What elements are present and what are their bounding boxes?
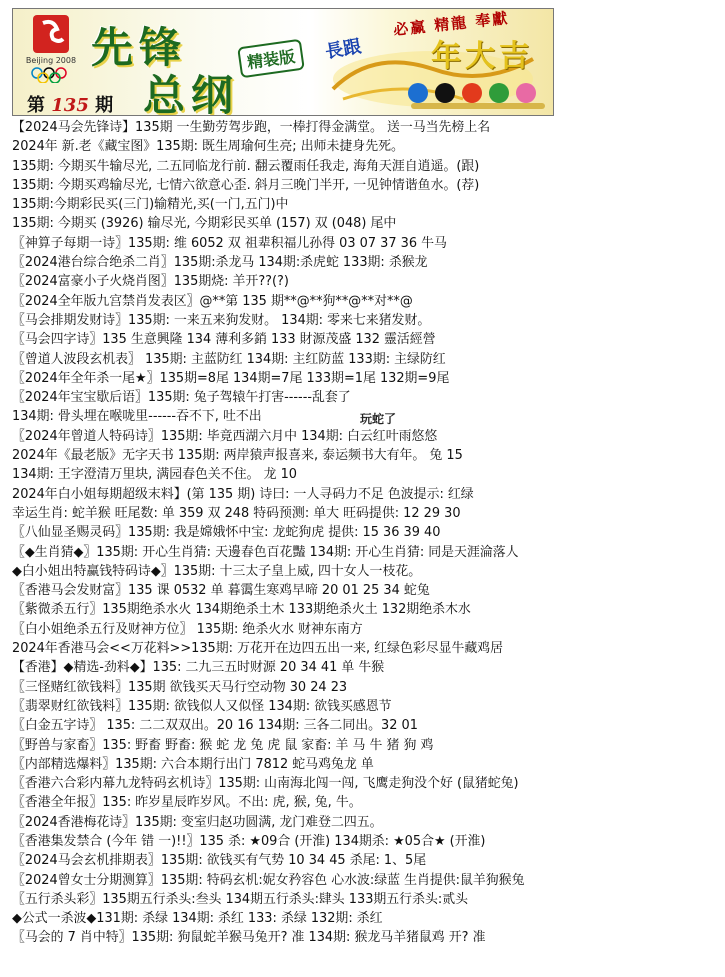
text-line: 〖香港全年报〗135: 昨岁星辰昨岁风。不出: 虎, 猴, 兔, 牛。 bbox=[12, 795, 362, 811]
text-line: 【香港】◆精选-劲料◆】135: 二九三五时财源 20 34 41 单 牛猴 bbox=[12, 660, 385, 676]
text-line: 幸运生肖: 蛇羊猴 旺尾数: 单 359 双 248 特码预测: 单大 旺码提供: 12 29 30 bbox=[12, 505, 461, 521]
text-line: 〖马会四字诗〗135 生意興隆 134 薄利多銷 133 財源茂盛 132 靈活經營 bbox=[12, 332, 436, 348]
text-line: 〖翡翠财红欲钱料〗135期: 欲钱似人又似怪 134期: 欲钱买感恩节 bbox=[12, 698, 392, 714]
header-banner bbox=[12, 8, 554, 116]
text-line: 135期: 今期买鸡输尽光, 七情六欲意心歪. 斜月三晚门半开, 一见钟情谐鱼水。(荐) bbox=[12, 177, 480, 193]
text-line: ◆公式一杀波◆131期: 杀绿 134期: 杀红 133: 杀绿 132期: 杀红 bbox=[12, 911, 383, 927]
issue-suffix: 期 bbox=[95, 95, 114, 116]
text-line: 〖野兽与家畜〗135: 野畜 野畜: 猴 蛇 龙 兔 虎 鼠 家畜: 羊 马 牛 猪 狗 鸡 bbox=[12, 737, 434, 753]
text-line: 〖2024全年版九宫禁肖发表区〗@**第 135 期**@**狗**@**对**@ bbox=[12, 293, 413, 309]
text-line: 2024年白小姐每期超级末料】(第 135 期) 诗曰: 一人寻码力不足 色波提示: 红绿 bbox=[12, 486, 474, 502]
text-line: 〖内部精选爆料〗135期: 六合本期行出门 7812 蛇马鸡兔龙 单 bbox=[12, 756, 374, 772]
text-line: 〖神算子每期一诗〗135期: 维 6052 双 祖辈积福儿孙得 03 07 37 36 牛马 bbox=[12, 235, 447, 251]
text-line: 2024年香港马会<<万花料>>135期: 万花开在边四五出一来, 红绿色彩尽显牛藏鸡居 bbox=[12, 641, 504, 657]
text-line: 〖香港六合彩内幕九龙特码玄机诗〗135期: 山南海北闯一闯, 飞鹰走狗没个好 (鼠猪蛇兔) bbox=[12, 776, 519, 792]
text-line: 135期:今期彩民买(三门)输精光,买(一门,五门)中 bbox=[12, 197, 289, 213]
text-line: 〖2024马会玄机排期表〗135期: 欲钱买有气势 10 34 45 杀尾: 1、5尾 bbox=[12, 853, 427, 869]
text-line: 〖2024曾女士分期测算〗135期: 特码玄机:妮女矜容色 心水波:绿蓝 生肖提供:鼠羊狗猴兔 bbox=[12, 872, 525, 888]
banner-tag-left: 長跟 bbox=[323, 36, 363, 63]
issue-number bbox=[27, 91, 113, 116]
banner-title-sub: 总纲 bbox=[143, 71, 240, 116]
text-line: 〖香港集发禁合 (今年 错 一)!!〗135 杀: ★09合 (开淮) 134期杀: ★05合★ (开淮) bbox=[12, 833, 486, 849]
text-line: 〖2024年全年杀一尾★〗135期=8尾 134期=7尾 133期=1尾 132期=9尾 bbox=[12, 370, 450, 386]
text-line: 〖曾道人波段玄机表〗 135期: 主蓝防红 134期: 主红防蓝 133期: 主绿防红 bbox=[12, 351, 446, 367]
text-line: 〖2024港台综合绝杀二肖〗135期:杀龙马 134期:杀虎蛇 133期: 杀猴龙 bbox=[12, 255, 428, 271]
text-line: 134期: 骨头埋在喉咙里------吞不下, 吐不出 bbox=[12, 409, 262, 425]
logo-caption: Beijing 2008 bbox=[25, 56, 77, 65]
text-line: 〖紫微杀五行〗135期绝杀水火 134期绝杀土木 133期绝杀火土 132期绝杀木水 bbox=[12, 602, 471, 618]
issue-prefix: 第 bbox=[27, 95, 45, 116]
text-line: 〖2024年曾道人特码诗〗135期: 毕竟西湖六月中 134期: 白云红叶雨悠悠 bbox=[12, 428, 438, 444]
banner-slogan: 必赢 精龍 奉獻 bbox=[392, 8, 511, 40]
banner-title-main: 先锋 bbox=[91, 23, 188, 72]
text-line: 〖白金五字诗〗 135: 二二双双出。20 16 134期: 三各二同出。32 01 bbox=[12, 718, 418, 734]
text-line: 〖三怪赌红欲钱料〗135期 欲钱买天马行空动物 30 24 23 bbox=[12, 679, 348, 695]
olympic-logo-icon bbox=[19, 13, 83, 83]
text-line: 〖2024年宝宝歇后语〗135期: 兔子驾辕午打害------乱套了 bbox=[12, 390, 351, 406]
text-line: 〖马会排期发财诗〗135期: 一来五来狗发财。 134期: 零来七来猪发财。 bbox=[12, 312, 431, 328]
text-line: 2024年《最老版》无字天书 135期: 两岸猿声报喜来, 泰运频书大有年。 兔 15 bbox=[12, 448, 463, 464]
text-line: 134期: 王字澄清万里块, 满园春色关不住。 龙 10 bbox=[12, 467, 297, 483]
text-line: 135期: 今期买 (3926) 输尽光, 今期彩民买单 (157) 双 (048) 尾中 bbox=[12, 216, 397, 232]
text-line: 〖香港马会发财富〗135 课 0532 单 暮霭生寒鸡早啼 20 01 25 34 蛇兔 bbox=[12, 583, 430, 599]
watermark-text: 玩蛇了 bbox=[360, 412, 397, 426]
text-line: 〖八仙显圣赐灵码〗135期: 我是嫦娥怀中宝: 龙蛇狗虎 提供: 15 36 39 40 bbox=[12, 525, 441, 541]
text-line: ◆白小姐出特赢钱特码诗◆〗135期: 十三太子皇上威, 四十女人一枝花。 bbox=[12, 563, 422, 579]
text-line: 〖2024富豪小子火烧肖图〗135期烧: 羊开??(?) bbox=[12, 274, 289, 290]
text-line: 135期: 今期买牛输尽光, 二五同临龙行前. 翻云覆雨任我走, 海角天涯自逍遥。(跟) bbox=[12, 158, 480, 174]
text-line: 2024年 新.老《藏宝图》135期: 既生周瑜何生亮; 出师未捷身先死。 bbox=[12, 139, 404, 155]
content-lines bbox=[12, 118, 718, 948]
text-line: 〖马会的 7 肖中特〗135期: 狗鼠蛇羊猴马兔开? 准 134期: 猴龙马羊猪鼠鸡 开? 准 bbox=[12, 930, 486, 946]
mascots-icon bbox=[403, 79, 553, 111]
text-line: 〖2024香港梅花诗〗135期: 变室归赵功圆满, 龙门难登二四五。 bbox=[12, 814, 383, 830]
edition-badge: 精装版 bbox=[237, 39, 305, 79]
text-line: 【2024马会先锋诗】135期 一生勤劳驾步跑，一棒打得金满堂。 送一马当先榜上名 bbox=[12, 120, 491, 135]
issue-value: 135 bbox=[51, 95, 89, 116]
banner-tag-right: 年大吉 bbox=[431, 39, 533, 74]
text-line: 〖五行杀头彩〗135期五行杀头:叁头 134期五行杀头:肆头 133期五行杀头:贰头 bbox=[12, 891, 468, 907]
text-line: 〖◆生肖猜◆〗135期: 开心生肖猜: 天邊春色百花豔 134期: 开心生肖猜: 同是天涯淪落人 bbox=[12, 544, 519, 560]
text-line: 〖白小姐绝杀五行及财神方位〗 135期: 绝杀火水 财神东南方 bbox=[12, 621, 363, 637]
